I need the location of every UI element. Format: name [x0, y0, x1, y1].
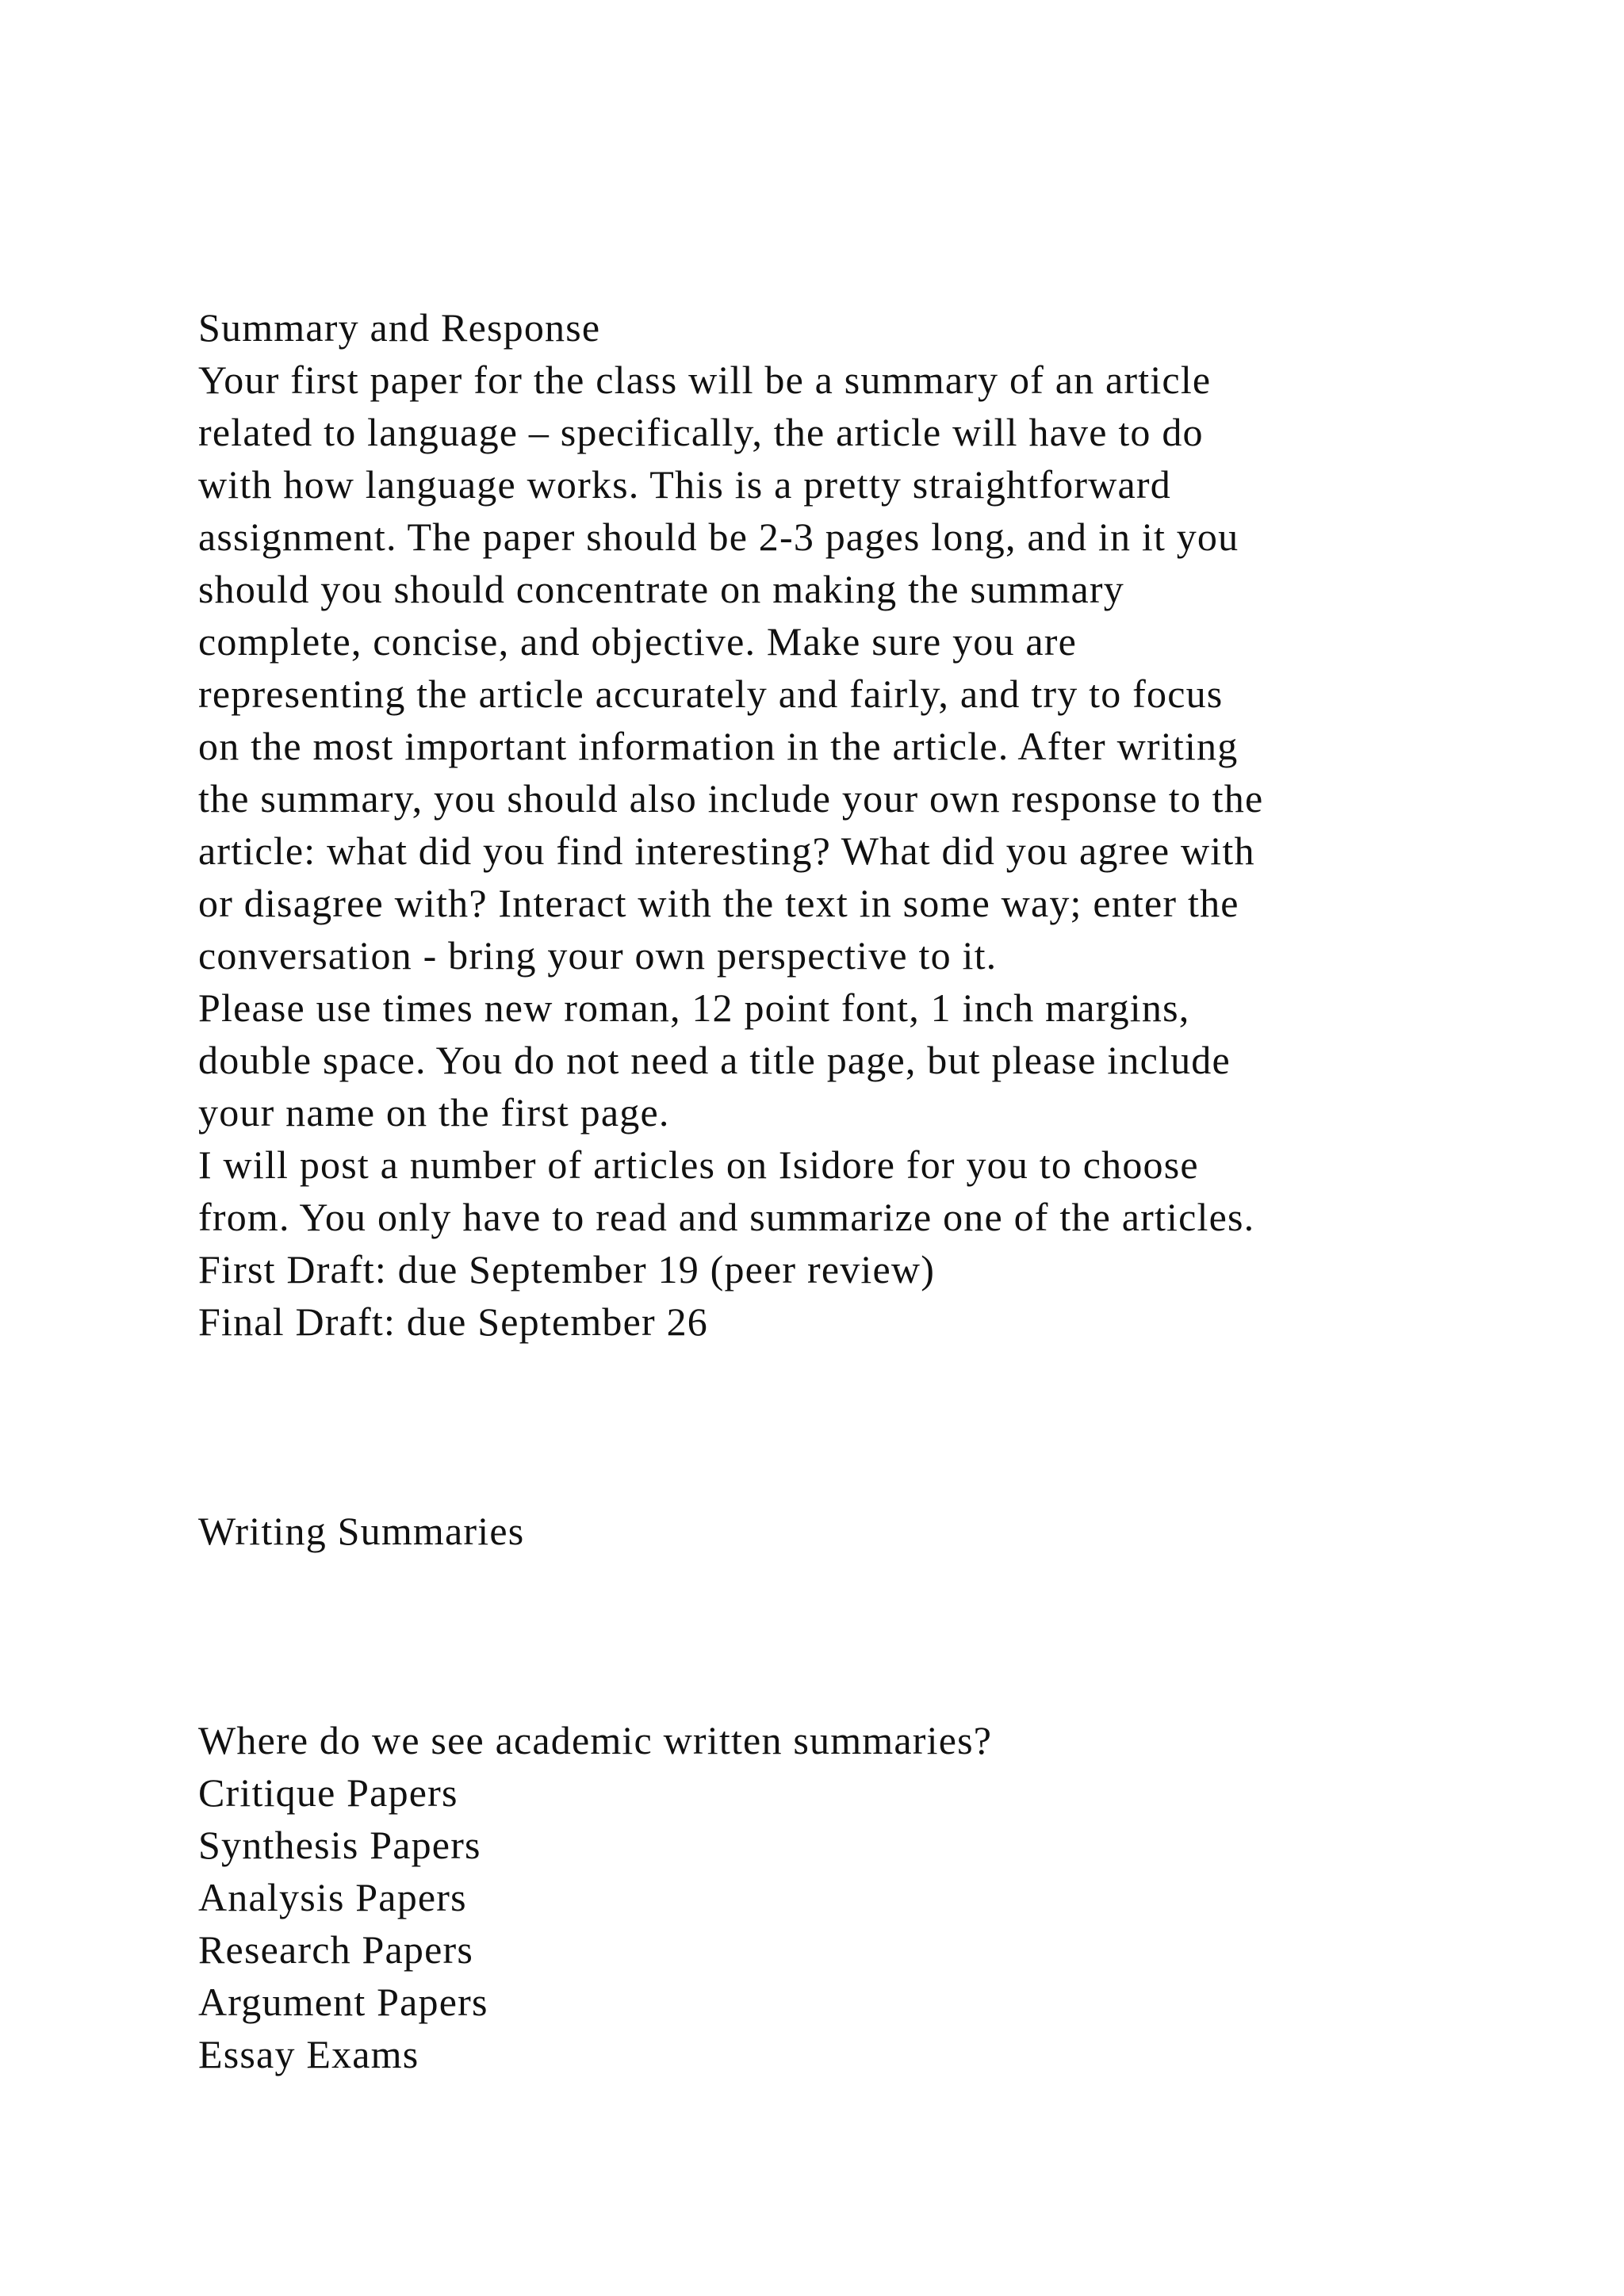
list-item: Research Papers	[198, 1927, 474, 1972]
section-where-summaries	[198, 1714, 1483, 2080]
assignment-description	[198, 354, 1483, 982]
body-line: should you should concentrate on making the summary	[198, 567, 1124, 611]
final-draft-due: Final Draft: due September 26	[198, 1299, 708, 1344]
format-line: double space. You do not need a title page, but please include	[198, 1038, 1231, 1082]
section-writing-summaries	[198, 1505, 1483, 1557]
body-line: with how language works. This is a pretty straightforward	[198, 462, 1171, 507]
body-line: the summary, you should also include your own response to the	[198, 776, 1264, 821]
body-line: assignment. The paper should be 2-3 pages long, and in it you	[198, 515, 1239, 559]
body-line: or disagree with? Interact with the text in some way; enter the	[198, 881, 1239, 925]
list-item: Critique Papers	[198, 1770, 458, 1815]
document-content	[198, 301, 1483, 2080]
spacer	[198, 1348, 1483, 1505]
spacer	[198, 1557, 1483, 1714]
articles-note	[198, 1138, 1483, 1243]
body-line: article: what did you find interesting? What did you agree with	[198, 828, 1255, 873]
body-line: conversation - bring your own perspective to it.	[198, 933, 998, 978]
body-line: on the most important information in the article. After writing	[198, 724, 1239, 768]
heading-writing-summaries: Writing Summaries	[198, 1509, 525, 1553]
format-line: your name on the first page.	[198, 1090, 670, 1135]
format-line: Please use times new roman, 12 point font, 1 inch margins,	[198, 985, 1190, 1030]
question-where-summaries: Where do we see academic written summaries?	[198, 1718, 993, 1762]
body-line: related to language – specifically, the article will have to do	[198, 410, 1204, 454]
list-item: Essay Exams	[198, 2032, 419, 2076]
format-requirements	[198, 982, 1483, 1138]
section-summary-response	[198, 301, 1483, 1348]
body-line: representing the article accurately and fairly, and try to focus	[198, 672, 1224, 716]
list-item: Analysis Papers	[198, 1875, 467, 1919]
articles-line: from. You only have to read and summarize one of the articles.	[198, 1195, 1255, 1239]
body-line: Your first paper for the class will be a summary of an article	[198, 358, 1212, 402]
articles-line: I will post a number of articles on Isidore for you to choose	[198, 1142, 1199, 1187]
heading-summary-response: Summary and Response	[198, 305, 601, 350]
list-item: Synthesis Papers	[198, 1823, 481, 1867]
list-item: Argument Papers	[198, 1980, 488, 2024]
body-line: complete, concise, and objective. Make sure you are	[198, 619, 1078, 664]
first-draft-due: First Draft: due September 19 (peer review)	[198, 1247, 936, 1292]
